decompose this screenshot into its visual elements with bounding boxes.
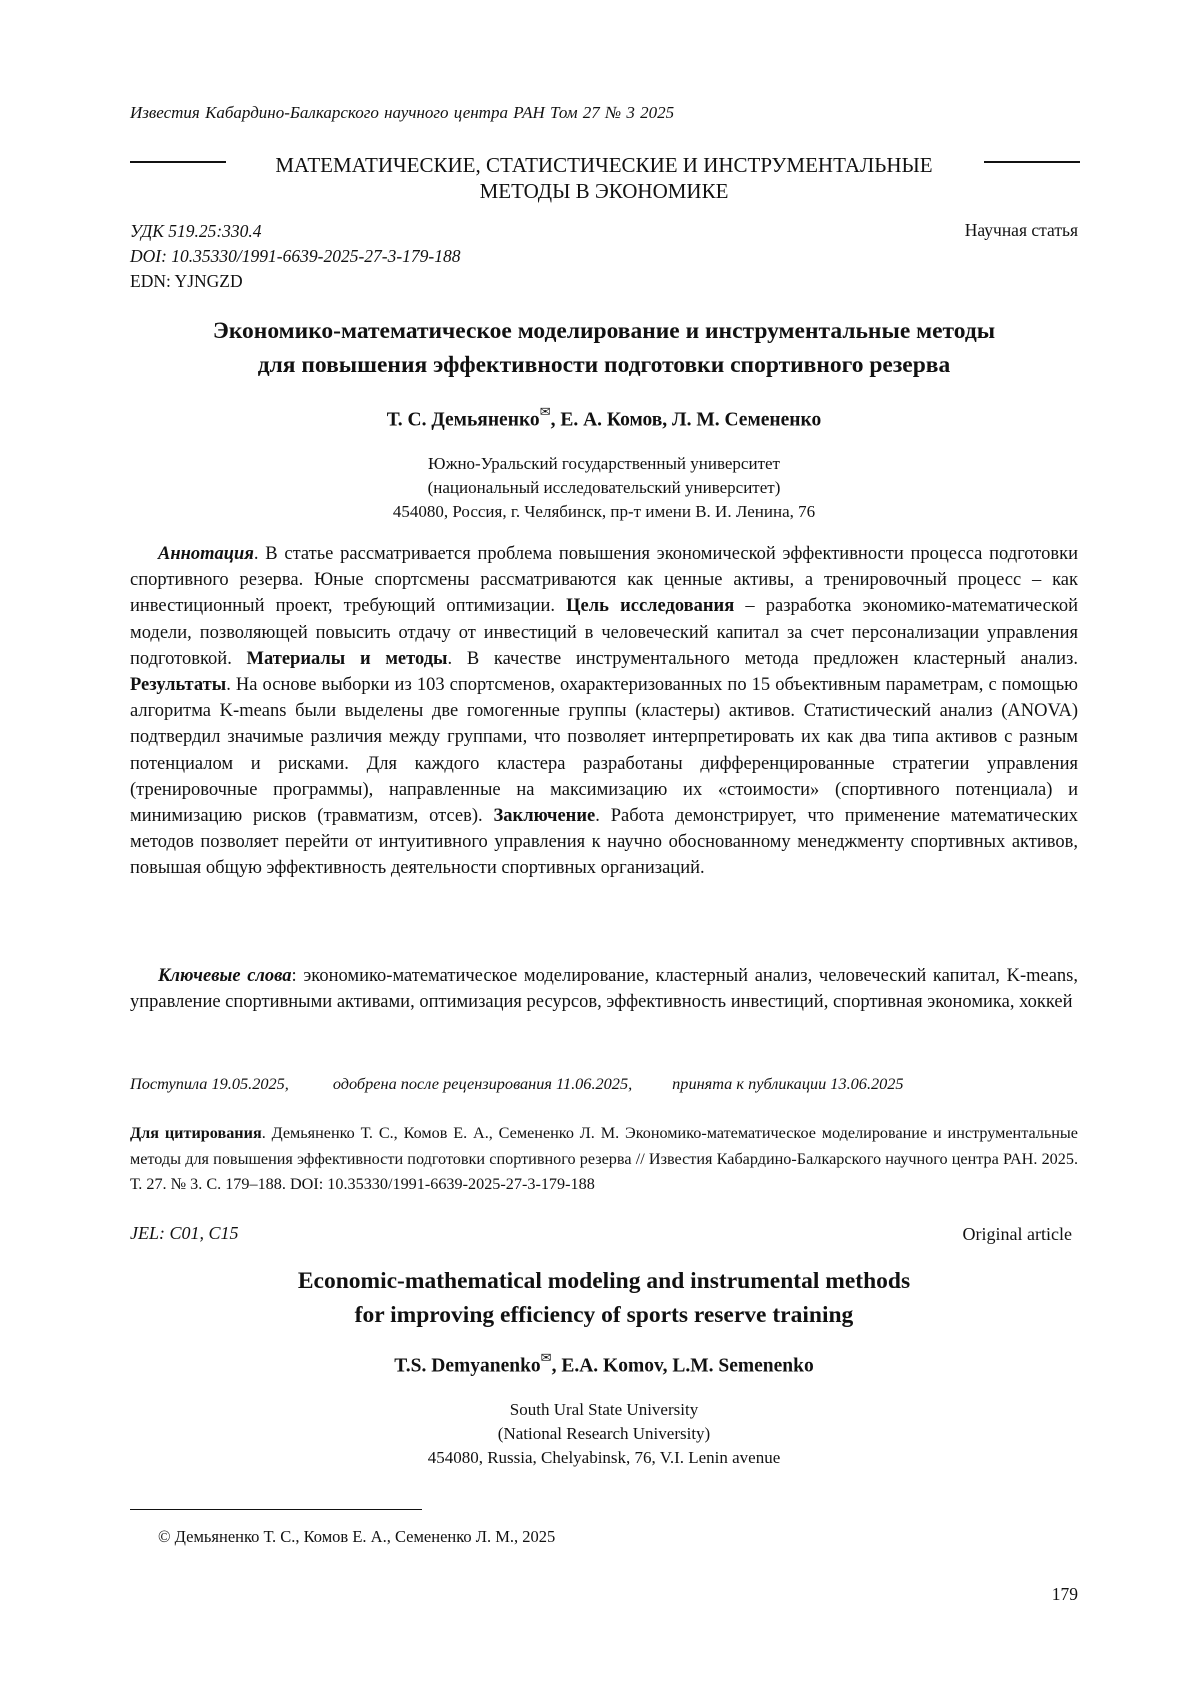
page-number: 179: [1051, 1584, 1078, 1604]
title-ru: [130, 314, 1078, 382]
affiliation-ru: [130, 452, 1078, 524]
envelope-icon-en: ✉: [540, 1350, 552, 1365]
abstract-text2: – разработка экономико-математической модели, позволяющей повысить отдачу от инвестиций в человеческий капитал за счет персонализации управления подготовкой.: [130, 596, 1078, 669]
envelope-icon: ✉: [539, 404, 551, 419]
article-type-en: Original article: [962, 1224, 1072, 1244]
doi: DOI: 10.35330/1991-6639-2025-27-3-179-188: [130, 246, 461, 266]
methods-label: Материалы и методы: [246, 648, 448, 669]
title-en: [130, 1264, 1078, 1332]
udk-code: УДК 519.25:330.4: [130, 221, 262, 241]
title-en-line2: for improving efficiency of sports reserve training: [354, 1302, 854, 1328]
dates-row: [130, 1074, 1078, 1094]
affiliation-ru-line1: Южно-Уральский государственный университет: [428, 454, 780, 473]
edn: EDN: YJNGZD: [130, 271, 243, 291]
abstract-text4: . На основе выборки из 103 спортсменов, охарактеризованных по 15 объективным параметрам, с помощью алгоритма K-means были выделены две гомогенные группы (кластеры) активов. Статистический анализ (ANOVA) подтвердил значимые различия между группами, что позволяет интерпретировать их как два типа активов с разным потенциалом и рисками. Для каждого кластера разработаны дифференцированные стратегии управления (тренировочные программы), направленные на максимизацию их «стоимости» (спортивного потенциала) и минимизацию рисков (травматизм, отсев).: [130, 675, 1078, 827]
date-approved: одобрена после рецензирования 11.06.2025,: [332, 1074, 633, 1093]
citation-text: . Демьяненко Т. С., Комов Е. А., Семененко Л. М. Экономико-математическое моделирование и инструментальные методы для повышения эффективности подготовки спортивного резерва // Известия Кабардино-Балкарского научного центра РАН. 2025. Т. 27. № 3. С. 179–188. DOI: 10.35330/1991-6639-2025-27-3-179-188: [130, 1124, 1078, 1193]
title-ru-line2: для повышения эффективности подготовки спортивного резерва: [257, 352, 951, 378]
section-heading-line1: МАТЕМАТИЧЕСКИЕ, СТАТИСТИЧЕСКИЕ И ИНСТРУМЕНТАЛЬНЫЕ: [275, 153, 933, 177]
citation-label: Для цитирования: [130, 1124, 262, 1142]
affiliation-en-line2: (National Research University): [497, 1424, 711, 1443]
keywords-text: : экономико-математическое моделирование, кластерный анализ, человеческий капитал, K-means, управление спортивными активами, оптимизация ресурсов, эффективность инвестиций, спортивная экономика, хоккей: [130, 966, 1078, 1013]
title-ru-line1: Экономико-математическое моделирование и инструментальные методы: [212, 318, 996, 344]
goal-label: Цель исследования: [566, 596, 735, 617]
abstract: [130, 541, 1078, 882]
abstract-text3: . В качестве инструментального метода предложен кластерный анализ.: [447, 648, 1078, 669]
abstract-text5: . Работа демонстрирует, что применение математических методов позволяет перейти от интуитивного управления к научно обоснованному менеджменту спортивных активов, повышая общую эффективность деятельности спортивных организаций.: [130, 806, 1078, 879]
affiliation-en: [130, 1398, 1078, 1470]
article-type-ru: Научная статья: [964, 220, 1078, 240]
authors-en-rest: , E.A. Komov, L.M. Semenenko: [551, 1355, 814, 1377]
abstract-text1: . В статье рассматривается проблема повышения экономической эффективности процесса подготовки спортивного резерва. Юные спортсмены рассматриваются как ценные активы, а тренировочный процесс – как инвестиционный проект, требующий оптимизации.: [130, 544, 1078, 617]
conclusion-label: Заключение: [493, 806, 596, 827]
date-received: Поступила 19.05.2025,: [130, 1074, 289, 1093]
title-en-line1: Economic-mathematical modeling and instrumental methods: [297, 1268, 911, 1294]
article-meta: [130, 219, 461, 294]
affiliation-en-line1: South Ural State University: [509, 1400, 699, 1419]
footnote-rule: [130, 1509, 422, 1510]
jel-codes: JEL: C01, C15: [130, 1223, 239, 1243]
authors-ru-rest: , Е. А. Комов, Л. М. Семененко: [550, 409, 822, 431]
abstract-label: Аннотация: [158, 544, 254, 564]
author-en-1: T.S. Demyanenko: [394, 1355, 541, 1377]
keywords-label: Ключевые слова: [158, 966, 292, 986]
journal-header: Известия Кабардино-Балкарского научного центра РАН Том 27 № 3 2025: [130, 103, 675, 122]
date-accepted: принята к публикации 13.06.2025: [672, 1074, 904, 1093]
author-ru-1: Т. С. Демьяненко: [386, 409, 540, 431]
affiliation-ru-line3: 454080, Россия, г. Челябинск, пр-т имени В. И. Ленина, 76: [392, 502, 816, 521]
authors-ru: [130, 406, 1078, 432]
affiliation-en-line3: 454080, Russia, Chelyabinsk, 76, V.I. Lenin avenue: [427, 1448, 781, 1467]
authors-en: [130, 1352, 1078, 1378]
results-label: Результаты: [130, 675, 227, 696]
citation: [130, 1121, 1078, 1198]
section-heading: [130, 152, 1078, 204]
section-heading-line2: МЕТОДЫ В ЭКОНОМИКЕ: [479, 179, 729, 203]
affiliation-ru-line2: (национальный исследовательский университет): [427, 478, 781, 497]
keywords: [130, 963, 1078, 1015]
copyright-footnote: © Демьяненко Т. С., Комов Е. А., Семененко Л. М., 2025: [158, 1527, 556, 1546]
